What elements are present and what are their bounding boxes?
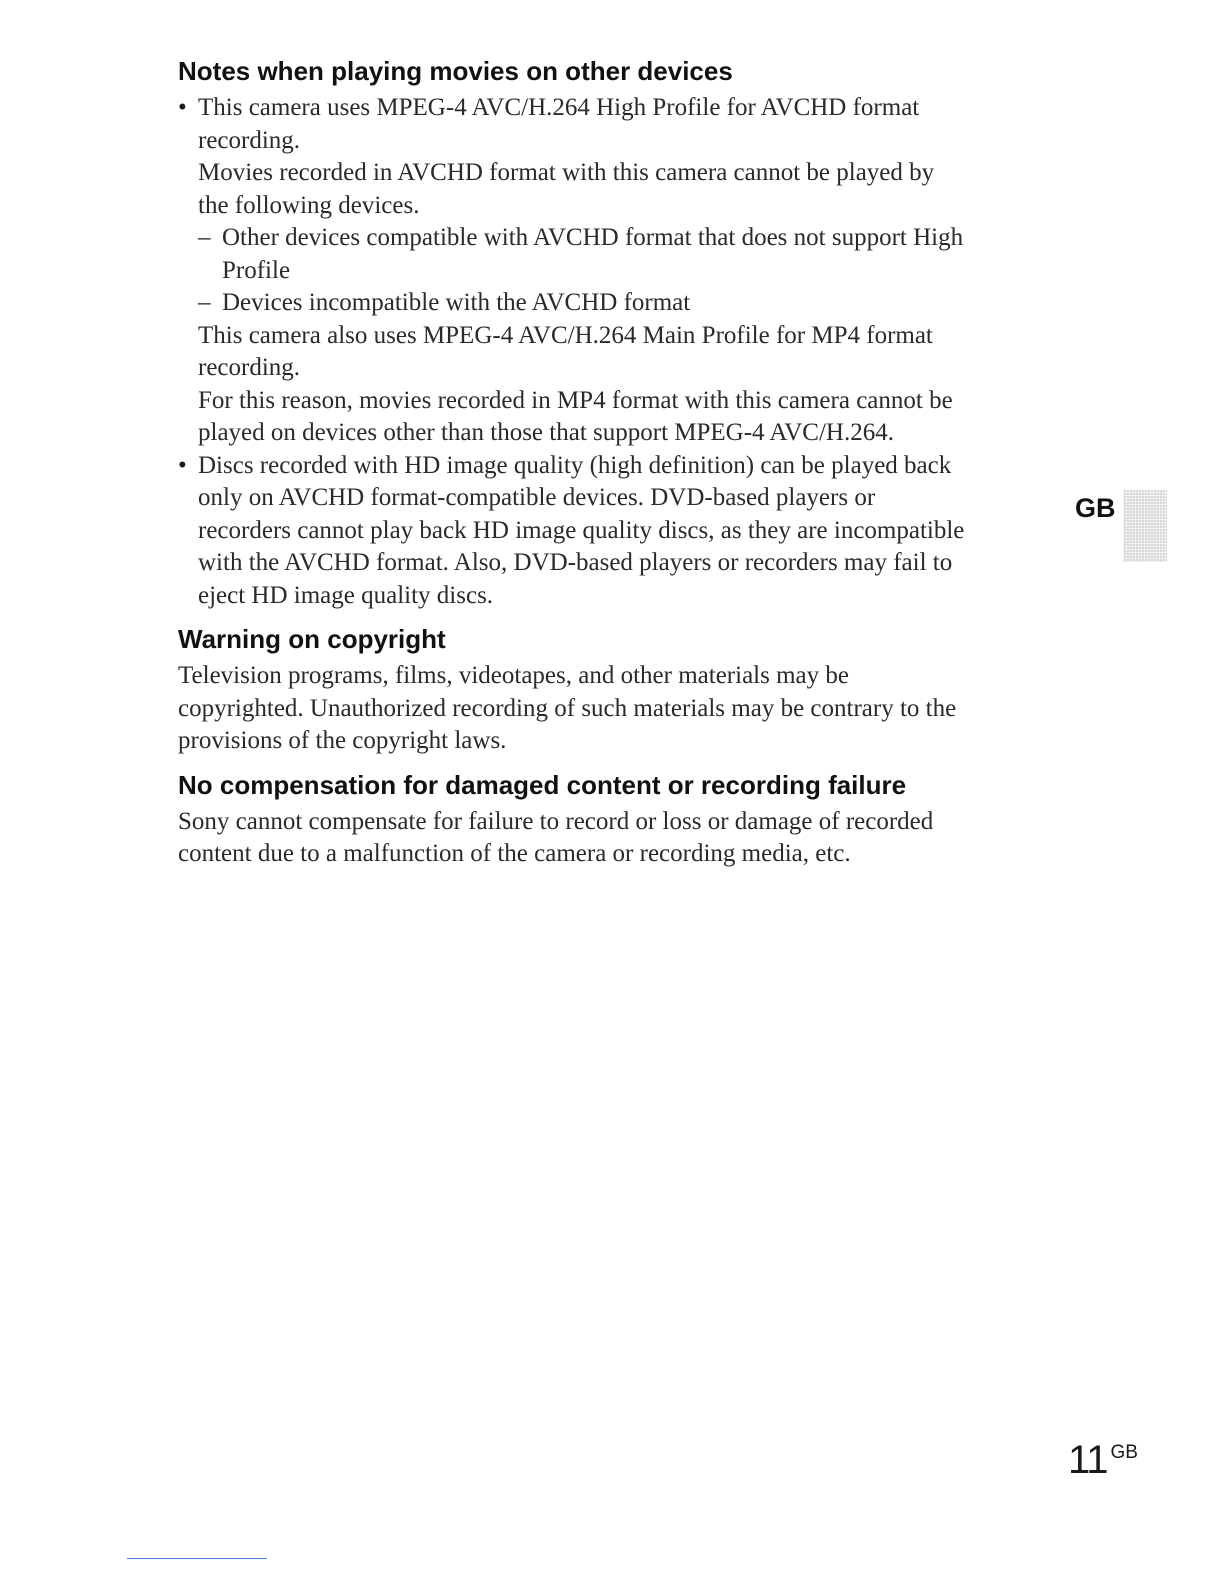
page-number-value: 11	[1068, 1438, 1108, 1482]
section-heading: No compensation for damaged content or recording failure	[178, 769, 907, 800]
document-body	[178, 52, 1068, 879]
language-tab	[1075, 490, 1175, 562]
text-line: Discs recorded with HD image quality (high definition) can be played back	[198, 451, 952, 479]
text-line: Devices incompatible with the AVCHD format	[222, 289, 691, 316]
text-line: only on AVCHD format-compatible devices. DVD-based players or	[198, 484, 876, 511]
text-line: Profile	[222, 256, 291, 284]
sub-list-item	[198, 287, 1068, 320]
page-number-suffix: GB	[1110, 1442, 1138, 1463]
text-line: copyrighted. Unauthorized recording of such materials may be contrary to the	[178, 694, 957, 722]
text-line: Other devices compatible with AVCHD format that does not support High	[222, 224, 964, 251]
text-line: For this reason, movies recorded in MP4 format with this camera cannot be	[198, 386, 953, 414]
bullet-icon: •	[178, 94, 187, 121]
bullet-icon: •	[178, 451, 187, 479]
section-no-compensation	[178, 766, 1068, 871]
dash-icon: –	[198, 289, 211, 316]
list-item	[178, 450, 1068, 613]
text-line: the following devices.	[198, 191, 420, 219]
section-playback-notes	[178, 52, 1068, 612]
section-copyright-warning	[178, 620, 1068, 758]
text-line: with the AVCHD format. Also, DVD-based players or recorders may fail to	[198, 549, 953, 576]
text-line: Movies recorded in AVCHD format with this camera cannot be played by	[198, 159, 935, 186]
text-line: This camera uses MPEG-4 AVC/H.264 High Profile for AVCHD format	[198, 94, 920, 121]
text-line: recording.	[198, 126, 301, 154]
sub-list-item	[198, 222, 1068, 287]
text-line: played on devices other than those that support MPEG-4 AVC/H.264.	[198, 419, 894, 446]
footer-divider	[127, 1558, 267, 1559]
list-item	[178, 92, 1068, 450]
text-line: Television programs, films, videotapes, and other materials may be	[178, 662, 849, 689]
text-line: eject HD image quality discs.	[198, 581, 494, 609]
section-heading: Notes when playing movies on other devices	[178, 56, 733, 86]
text-line: recording.	[198, 354, 301, 381]
text-line: recorders cannot play back HD image quality discs, as they are incompatible	[198, 516, 965, 544]
language-tab-marker	[1123, 490, 1167, 562]
language-tab-label: GB	[1075, 493, 1116, 523]
text-line: This camera also uses MPEG-4 AVC/H.264 Main Profile for MP4 format	[198, 321, 933, 349]
section-heading: Warning on copyright	[178, 624, 446, 654]
dash-icon: –	[198, 224, 211, 251]
text-line: content due to a malfunction of the camera or recording media, etc.	[178, 840, 851, 867]
page-number	[1068, 1438, 1138, 1482]
text-line: Sony cannot compensate for failure to record or loss or damage of recorded	[178, 807, 934, 835]
text-line: provisions of the copyright laws.	[178, 727, 507, 754]
